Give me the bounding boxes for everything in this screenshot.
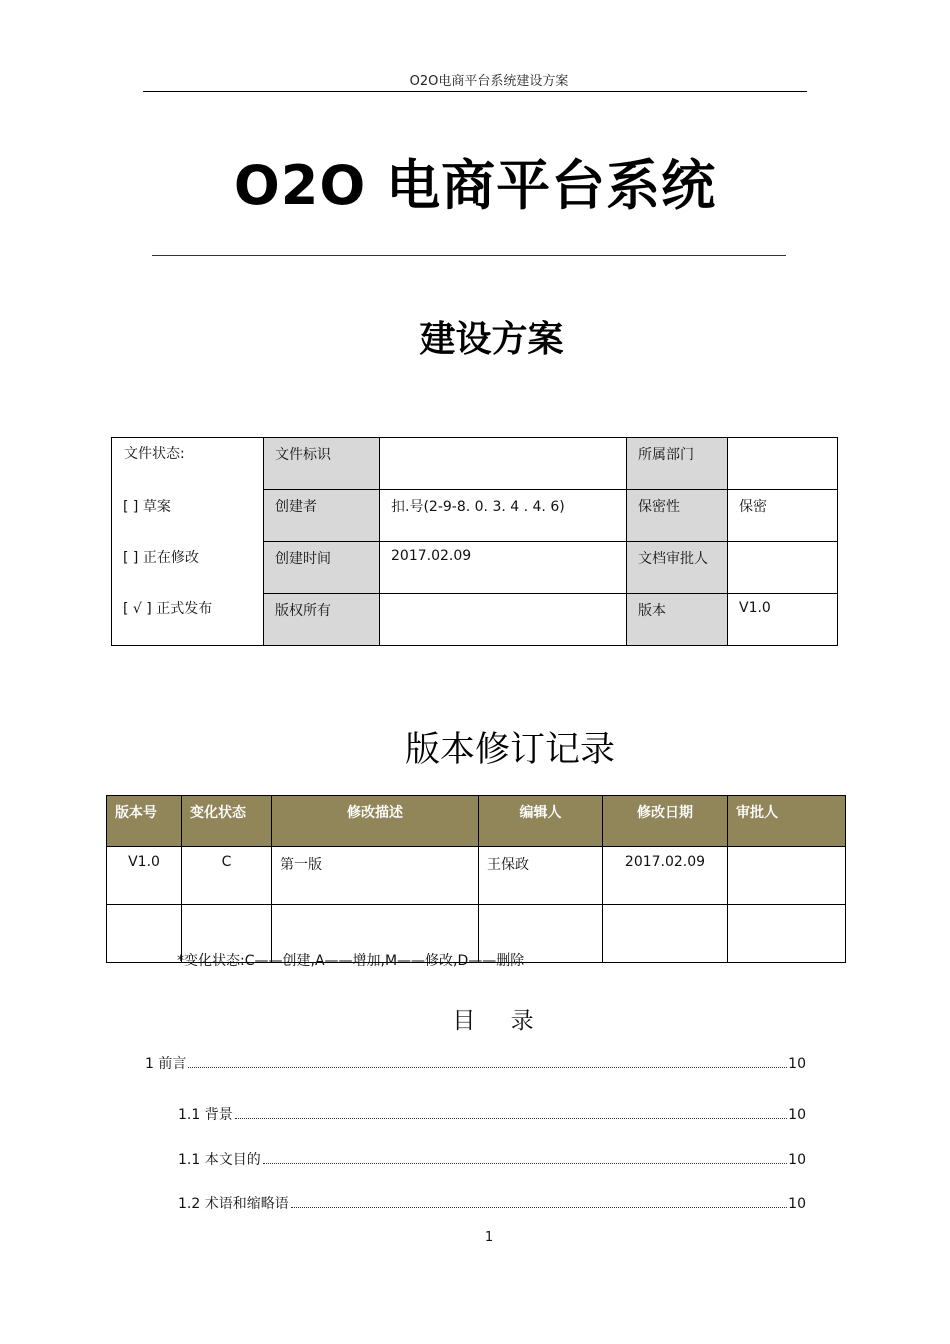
info-key: 版本 bbox=[627, 594, 728, 646]
info-key: 所属部门 bbox=[627, 438, 728, 490]
toc-entry[interactable] bbox=[178, 1104, 806, 1124]
info-value bbox=[728, 542, 838, 594]
toc-entry-label: 1.1 背景 bbox=[178, 1107, 233, 1123]
info-key: 版权所有 bbox=[264, 594, 380, 646]
toc-entry[interactable] bbox=[178, 1149, 806, 1169]
info-value bbox=[728, 438, 838, 490]
toc-dot-leader bbox=[263, 1163, 787, 1164]
toc-entry-label: 1.1 本文目的 bbox=[178, 1152, 261, 1168]
cell-date bbox=[603, 905, 728, 963]
cell-approver bbox=[728, 847, 846, 905]
info-value: 扣.号(2-9-8. 0. 3. 4 . 4. 6) bbox=[380, 490, 627, 542]
info-value bbox=[380, 594, 627, 646]
toc-entry-label: 1.2 术语和缩略语 bbox=[178, 1196, 289, 1212]
page-number: 1 bbox=[484, 1230, 494, 1245]
toc-entry-page: 10 bbox=[788, 1152, 806, 1168]
info-key: 文件标识 bbox=[264, 438, 380, 490]
cell-change-status: C bbox=[182, 847, 272, 905]
cell-editor: 王保政 bbox=[479, 847, 603, 905]
table-row bbox=[107, 847, 846, 905]
info-key: 保密性 bbox=[627, 490, 728, 542]
cell-date: 2017.02.09 bbox=[603, 847, 728, 905]
info-key: 创建者 bbox=[264, 490, 380, 542]
document-subtitle: 建设方案 bbox=[419, 319, 564, 360]
running-header: O2O电商平台系统建设方案 bbox=[409, 74, 569, 89]
document-info-table bbox=[111, 437, 838, 646]
status-option-editing: [ ] 正在修改 bbox=[123, 550, 199, 566]
info-key: 创建时间 bbox=[264, 542, 380, 594]
toc-entry-page: 10 bbox=[788, 1107, 806, 1123]
toc-title: 目 录 bbox=[452, 1008, 548, 1034]
cell-version bbox=[107, 905, 182, 963]
cell-approver bbox=[728, 905, 846, 963]
column-header-editor: 编辑人 bbox=[479, 796, 603, 847]
column-header-description: 修改描述 bbox=[272, 796, 479, 847]
toc-dot-leader bbox=[235, 1118, 787, 1119]
file-status-cell bbox=[112, 438, 264, 646]
column-header-change-status: 变化状态 bbox=[182, 796, 272, 847]
status-option-draft: [ ] 草案 bbox=[123, 499, 171, 515]
toc-entry-page: 10 bbox=[788, 1196, 806, 1212]
toc-entry-page: 10 bbox=[788, 1056, 806, 1072]
info-value bbox=[380, 438, 627, 490]
toc-dot-leader bbox=[188, 1067, 787, 1068]
cell-version: V1.0 bbox=[107, 847, 182, 905]
column-header-version: 版本号 bbox=[107, 796, 182, 847]
document-title: O2O 电商平台系统 bbox=[233, 154, 717, 217]
info-value: V1.0 bbox=[728, 594, 838, 646]
info-value: 保密 bbox=[728, 490, 838, 542]
status-option-released: [ √ ] 正式发布 bbox=[123, 601, 213, 617]
file-status-label: 文件状态: bbox=[124, 446, 185, 462]
toc-entry[interactable] bbox=[178, 1193, 806, 1213]
toc-dot-leader bbox=[291, 1207, 787, 1208]
column-header-approver: 审批人 bbox=[728, 796, 846, 847]
revision-history-title: 版本修订记录 bbox=[404, 730, 615, 770]
info-key: 文档审批人 bbox=[627, 542, 728, 594]
header-rule bbox=[143, 91, 807, 92]
revision-history-table bbox=[106, 795, 846, 963]
change-status-note: *变化状态:C——创建,A——增加,M——修改,D——删除 bbox=[177, 953, 525, 969]
toc-entry-label: 1 前言 bbox=[145, 1056, 187, 1072]
title-divider bbox=[152, 255, 786, 256]
column-header-date: 修改日期 bbox=[603, 796, 728, 847]
cell-description: 第一版 bbox=[272, 847, 479, 905]
toc-entry[interactable] bbox=[145, 1053, 806, 1073]
info-value: 2017.02.09 bbox=[380, 542, 627, 594]
